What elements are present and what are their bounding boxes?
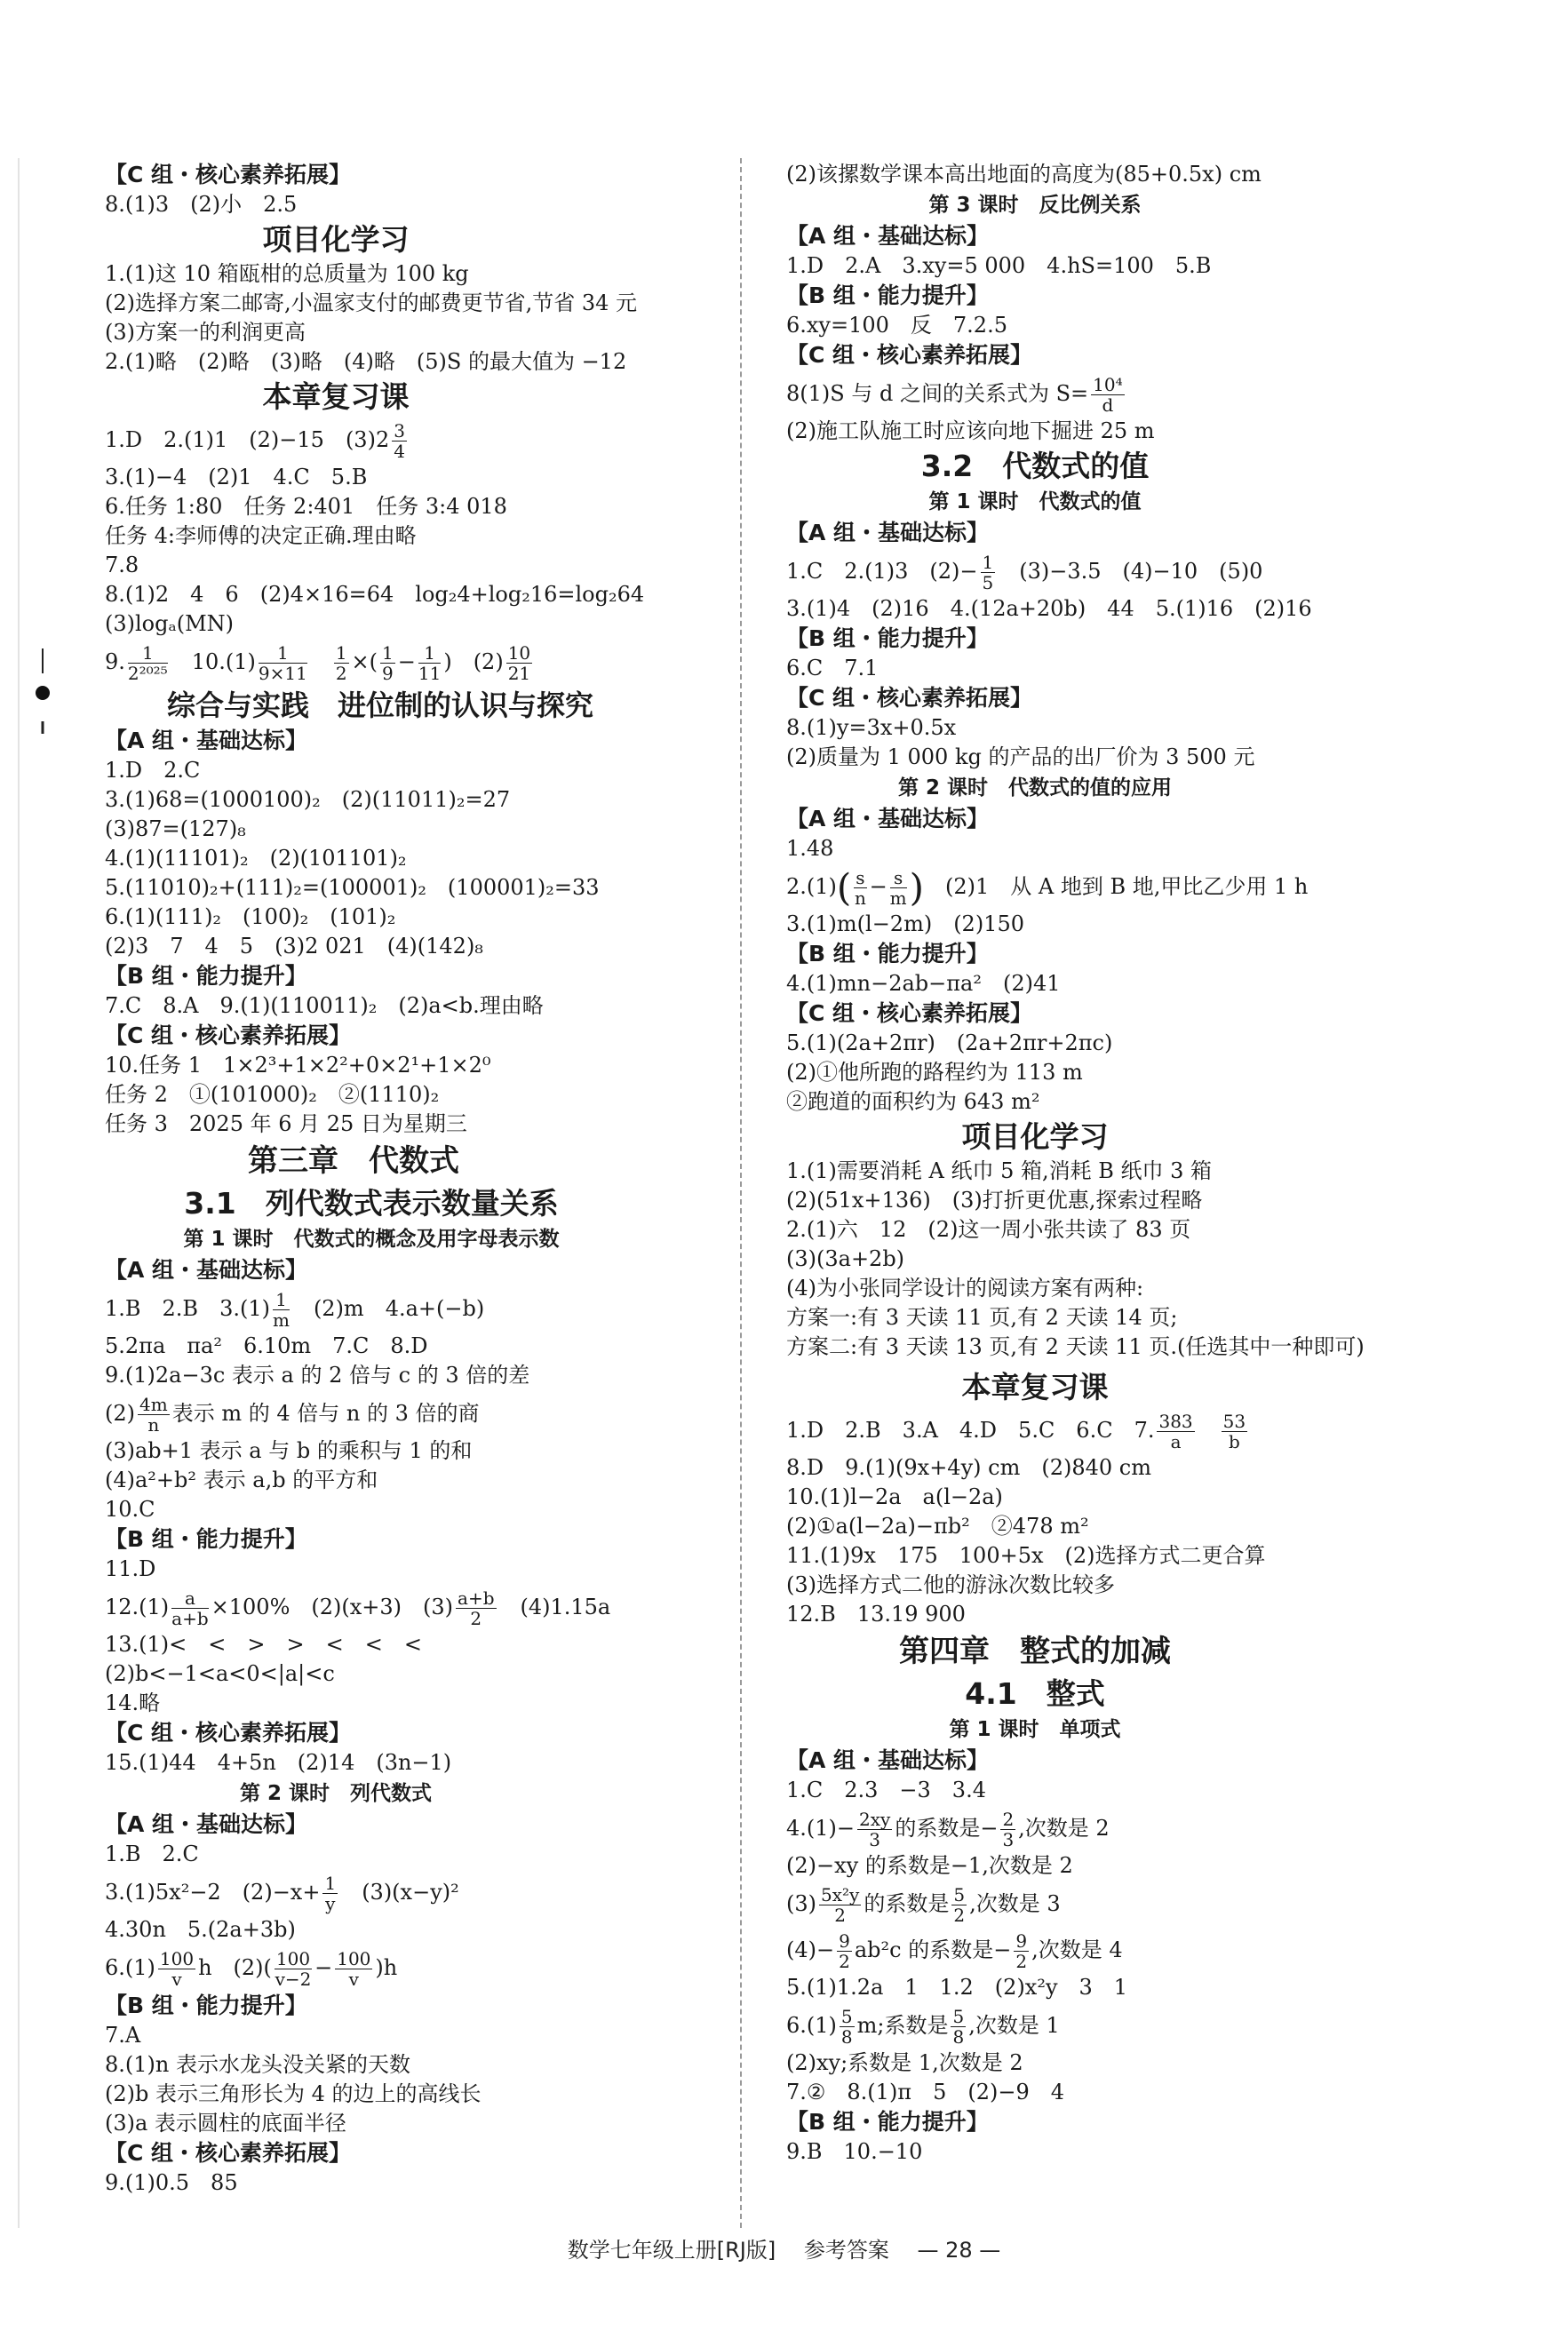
group-heading: 【A 组・基础达标】 [786,806,990,831]
answer-line: 8(1)S 与 d 之间的关系式为 S= $\frac{\text{10⁴}}{d}$ [786,374,1123,416]
answer-line: 7.② 8.(1)π 5 (2)−9 4 [786,2080,1064,2104]
answer-line: 10.任务 1 1×2³+1×2²+0×2¹+1×2⁰ [105,1053,491,1078]
answer-line: 1.D 2.B 3.A 4.D 5.C 6.C 7. $\frac{383}{a}$ $\frac{53}{b}$ [786,1411,1246,1452]
page-number: — 28 — [917,2238,1001,2263]
answer-line: 1.D 2.A 3.xy=5 000 4.hS=100 5.B [786,253,1212,278]
answer-line: 5.(11010)₂+(111)₂=(100001)₂ (100001)₂=33 [105,875,600,900]
answer-line: 1.D 2.C [105,758,201,783]
answer-line: (3)logₐ(MN) [105,611,235,636]
answer-line: 4.(1)(11101)₂ (2)(101101)₂ [105,846,407,871]
answer-line: (3)(3a+2b) [786,1246,905,1271]
answer-line: 7.C 8.A 9.(1)(110011)₂ (2)a<b.理由略 [105,993,544,1018]
answer-line: 6.(1)(111)₂ (100)₂ (101)₂ [105,904,396,929]
answer-line: (2)①他所跑的路程约为 113 m [786,1060,1083,1085]
answer-line: 5.2πa πa² 6.10m 7.C 8.D [105,1333,428,1358]
answer-line: 9.(1)2a−3c 表示 a 的 2 倍与 c 的 3 倍的差 [105,1363,530,1388]
answer-line: (3)a 表示圆柱的底面半径 [105,2111,346,2136]
answer-line: (2)b<−1<a<0<|a|<c [105,1661,335,1686]
answer-line: 5.(1)(2a+2πr) (2a+2πr+2πc) [786,1030,1113,1055]
answer-line: 11.D [105,1556,156,1581]
answer-line: (2)选择方案二邮寄,小温家支付的邮费更节省,节省 34 元 [105,290,638,315]
answer-line: 11.(1)9x 175 100+5x (2)选择方式二更合算 [786,1543,1266,1568]
answer-line: ②跑道的面积约为 643 m² [786,1089,1040,1114]
group-heading: 【A 组・基础达标】 [786,520,990,545]
answer-line: (2)3 7 4 5 (3)2 021 (4)(142)₈ [105,934,483,959]
answer-line: 12.B 13.19 900 [786,1602,966,1627]
answer-line: 8.(1)3 (2)小 2.5 [105,192,298,217]
answer-line: 任务 3 2025 年 6 月 25 日为星期三 [105,1111,467,1136]
lesson-title: 第 1 课时 单项式 [949,1718,1121,1741]
section-title: 综合与实践 进位制的认识与探究 [166,688,593,722]
binding-mark-icon [36,648,50,737]
answer-line: 8.D 9.(1)(9x+4y) cm (2)840 cm [786,1455,1151,1480]
group-heading: 【C 组・核心素养拓展】 [105,1022,352,1048]
group-heading: 【B 组・能力提升】 [786,941,989,967]
section-title: 4.1 整式 [965,1676,1105,1711]
left-column [105,160,780,2198]
group-heading: 【B 组・能力提升】 [105,1993,307,2018]
lesson-title: 第 1 课时 代数式的概念及用字母表示数 [183,1228,560,1251]
answer-line: (2)(51x+136) (3)打折更优惠,探索过程略 [786,1188,1203,1213]
answer-line: 1.(1)这 10 箱瓯柑的总质量为 100 kg [105,261,469,286]
right-column [786,160,1461,2167]
group-heading: 【B 组・能力提升】 [786,625,989,651]
answer-line: 3.(1)5x²−2 (2)−x+ $\frac{1}{y}$ (3)(x−y)² [105,1873,459,1914]
answer-line: 6.xy=100 反 7.2.5 [786,313,1007,338]
answer-line: 6.(1) $\frac{5}{8}$ m;系数是 $\frac{5}{8}$ ,次数是 1 [786,2006,1060,2048]
answer-line: (3)87=(127)₈ [105,816,246,841]
answer-line: 6.任务 1:80 任务 2:401 任务 3:4 018 [105,494,507,519]
answer-line: 13.(1)< < > > < < < [105,1632,422,1657]
answer-line: 3.(1)−4 (2)1 4.C 5.B [105,465,368,489]
answer-line: 9.(1)0.5 85 [105,2170,238,2195]
section-title: 3.2 代数式的值 [920,449,1150,483]
footer-book: 数学七年级上册[RJ版] [567,2238,776,2263]
answer-line: (2)−xy 的系数是−1,次数是 2 [786,1853,1073,1878]
lesson-title: 第 2 课时 代数式的值的应用 [897,776,1173,800]
group-heading: 【B 组・能力提升】 [105,1526,307,1552]
answer-line: 9. $\frac{1}{\text{2²⁰²⁵}}$ 10.(1) $\frac{1}{9\times 11}$ $\frac{1}{2}$ ×( $\frac{1}{9}$ − $\frac{1}{11}$ ) (2) $\frac{10}{21}$ [105,642,531,684]
answer-line: 3.(1)m(l−2m) (2)150 [786,911,1024,936]
answer-line: 2.(1)( $\frac{s}{n}$ − $\frac{s}{m}$ ) (2)1 从 A 地到 B 地,甲比乙少用 1 h [786,865,1309,910]
answer-line [105,417,780,463]
answer-line: 14.略 [105,1691,161,1715]
answer-line: 1.B 2.C [105,1842,199,1866]
group-heading: 【A 组・基础达标】 [105,1811,308,1837]
answer-line: (4)为小张同学设计的阅读方案有两种: [786,1276,1144,1301]
answer-line: (3) $\frac{\text{5x²y}}{2}$ 的系数是 $\frac{5}{2}$ ,次数是 3 [786,1884,1061,1926]
answer-line: 2.(1)六 12 (2)这一周小张共读了 83 页 [786,1217,1191,1242]
answer-line: 5.(1)1.2a 1 1.2 (2)x²y 3 1 [786,1975,1128,2000]
answer-line: 10.C [105,1497,155,1522]
answer-line: 6.(1) $\frac{100}{v}$ h (2)( $\frac{100}{v-2}$ − $\frac{100}{v}$ )h [105,1948,398,1990]
answer-line: 9.B 10.−10 [786,2139,923,2164]
lesson-title: 第 2 课时 列代数式 [239,1782,433,1805]
section-title: 3.1 列代数式表示数量关系 [184,1186,559,1221]
fraction: $\frac{3}{4}$ [394,420,405,462]
answer-line: 1.B 2.B 3.(1) $\frac{1}{m}$ (2)m 4.a+(−b) [105,1289,485,1331]
group-heading: 【A 组・基础达标】 [105,1257,308,1283]
section-title: 项目化学习 [262,222,410,257]
answer-line: 任务 4:李师傅的决定正确.理由略 [105,523,417,548]
chapter-title: 第三章 代数式 [248,1143,459,1179]
answer-line: (3)选择方式二他的游泳次数比较多 [786,1572,1115,1597]
group-heading: 【C 组・核心素养拓展】 [786,342,1033,368]
group-heading: 【A 组・基础达标】 [786,1747,990,1773]
answer-line: 4.(1)mn−2ab−πa² (2)41 [786,971,1061,996]
answer-line: 任务 2 ①(101000)₂ ②(1110)₂ [105,1082,440,1107]
answer-line: 8.(1)y=3x+0.5x [786,715,957,740]
answer-line: 8.(1)n 表示水龙头没关紧的天数 [105,2052,410,2077]
footer-section: 参考答案 [803,2238,889,2263]
answer-line: 8.(1)2 4 6 (2)4×16=64 log₂4+log₂16=log₂64 [105,582,645,607]
group-heading: 【B 组・能力提升】 [105,963,307,989]
group-heading: 【B 组・能力提升】 [786,2109,989,2135]
section-title: 本章复习课 [961,1370,1109,1404]
answer-line: 方案一:有 3 天读 11 页,有 2 天读 14 页; [786,1305,1178,1330]
page-edge-line [18,158,20,2228]
answer-line: 1.48 [786,836,834,861]
answer-line: (4)− $\frac{9}{2}$ ab²c 的系数是− $\frac{9}{2}$ ,次数是 4 [786,1930,1123,1972]
group-heading: 【A 组・基础达标】 [786,223,990,249]
answer-line: 7.8 [105,553,139,577]
answer-line: 2.(1)略 (2)略 (3)略 (4)略 (5)S 的最大值为 −12 [105,349,627,374]
answer-line: (2)①a(l−2a)−πb² ②478 m² [786,1514,1089,1539]
answer-text: 1.D 2.(1)1 (2)−15 (3)2 [105,427,390,452]
group-heading: 【C 组・核心素养拓展】 [105,162,352,187]
answer-line: (2)质量为 1 000 kg 的产品的出厂价为 3 500 元 [786,744,1255,769]
answer-line: (2)xy;系数是 1,次数是 2 [786,2050,1023,2075]
answer-line: 方案二:有 3 天读 13 页,有 2 天读 11 页.(任选其中一种即可) [786,1334,1365,1359]
lesson-title: 第 3 课时 反比例关系 [928,194,1142,217]
answer-line: (2)b 表示三角形长为 4 的边上的高线长 [105,2081,482,2106]
answer-line: 12.(1) $\frac{a}{a+b}$ ×100% (2)(x+3) (3) $\frac{a+b}{2}$ (4)1.15a [105,1587,611,1629]
answer-line: 4.(1)− $\frac{2xy}{3}$ 的系数是− $\frac{2}{3}$ ,次数是 2 [786,1809,1110,1850]
chapter-title: 第四章 整式的加减 [899,1634,1171,1669]
answer-line: (2)施工队施工时应该向地下掘进 25 m [786,418,1155,443]
answer-line: 1.C 2.3 −3 3.4 [786,1778,986,1802]
answer-line: 15.(1)44 4+5n (2)14 (3n−1) [105,1750,452,1775]
answer-line: (3)方案一的利润更高 [105,320,306,345]
section-title: 本章复习课 [262,379,410,414]
group-heading: 【C 组・核心素养拓展】 [786,1000,1033,1026]
answer-line: 7.A [105,2023,141,2048]
answer-line: 3.(1)68=(1000100)₂ (2)(11011)₂=27 [105,787,511,812]
answer-line: 3.(1)4 (2)16 4.(12a+20b) 44 5.(1)16 (2)16 [786,596,1312,621]
group-heading: 【B 组・能力提升】 [786,282,989,308]
answer-line: (4)a²+b² 表示 a,b 的平方和 [105,1468,378,1492]
group-heading: 【C 组・核心素养拓展】 [786,685,1033,711]
section-title: 项目化学习 [961,1119,1109,1154]
answer-line: 1.C 2.(1)3 (2)− $\frac{1}{5}$ (3)−3.5 (4)−10 (5)0 [786,552,1263,593]
group-heading: 【C 组・核心素养拓展】 [105,1720,352,1746]
lesson-title: 第 1 课时 代数式的值 [928,490,1142,513]
answer-line: (3)ab+1 表示 a 与 b 的乘积与 1 的和 [105,1438,473,1463]
group-heading: 【C 组・核心素养拓展】 [105,2140,352,2166]
answer-line: 4.30n 5.(2a+3b) [105,1917,296,1942]
answer-line: 6.C 7.1 [786,656,879,680]
answer-line: 10.(1)l−2a a(l−2a) [786,1484,1003,1509]
answer-line: (2)该摞数学课本高出地面的高度为(85+0.5x) cm [786,162,1262,187]
answer-line: 1.(1)需要消耗 A 纸巾 5 箱,消耗 B 纸巾 3 箱 [786,1158,1213,1183]
page-footer [0,2232,1568,2263]
group-heading: 【A 组・基础达标】 [105,728,308,753]
answer-line: (2) $\frac{4m}{n}$ 表示 m 的 4 倍与 n 的 3 倍的商 [105,1394,480,1436]
